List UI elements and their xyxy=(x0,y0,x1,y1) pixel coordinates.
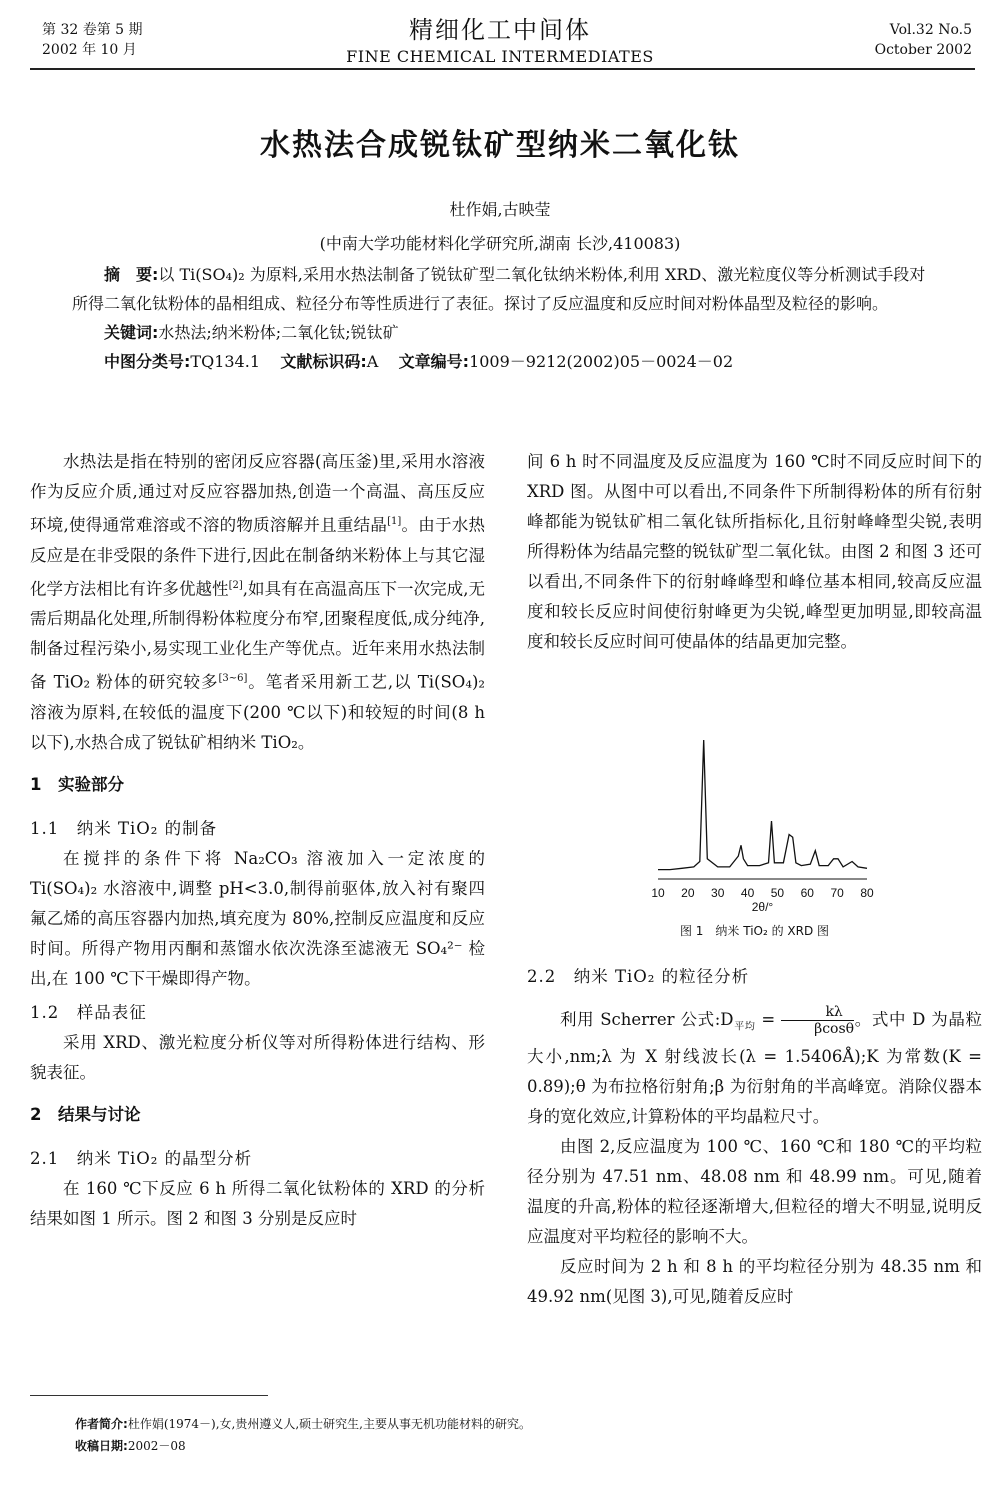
article-no-label: 文章编号: xyxy=(398,352,470,371)
abstract-block xyxy=(72,260,932,376)
x-tick-label-60: 60 xyxy=(800,886,814,900)
author-intro-text: 杜作娟(1974－),女,贵州遵义人,硕士研究生,主要从事无机功能材料的研究。 xyxy=(127,1417,531,1431)
section-1-1-heading: 1.1 纳米 TiO₂ 的制备 xyxy=(30,818,218,838)
time-paragraph: 反应时间为 2 h 和 8 h 的平均粒径分别为 48.35 nm 和 49.92 nm(见图 3),可见,随着反应时 xyxy=(527,1257,982,1307)
received-date xyxy=(75,1435,531,1457)
right-column-bottom xyxy=(527,958,982,1312)
section-2-1-text: 在 160 ℃下反应 6 h 所得二氧化钛粉体的 XRD 的分析结果如图 1 所示。图 2 和图 3 分别是反应时 xyxy=(30,1178,485,1228)
right-column-top xyxy=(527,447,982,657)
scherrer-sub: 平均 xyxy=(733,1021,756,1033)
intro-text-2: 。由于水热反应是在非受限的条件下进行,因此在制备纳米粉体上与其它湿化学方法相比有许多优越性 xyxy=(30,515,485,598)
section-2-1-continued: 间 6 h 时不同温度及反应温度为 160 ℃时不同反应时间下的 XRD 图。从图中可以看出,不同条件下所制得粉体的所有衍射峰都能为锐钛矿相二氧化钛所指标化,且衍射峰峰型尖锐,表明所得粉体为结晶完整的锐钛矿型二氧化钛。由图 2 和图 3 还可以看出,不同条件下的衍射峰峰型和峰位基本相同,较高反应温度和较长反应时间使衍射峰更为尖锐,峰型更加明显,即较高温度和较长反应时间可使晶体的结晶更加完整。 xyxy=(527,452,982,651)
x-tick-label-70: 70 xyxy=(830,886,844,900)
intro-text-1: 水热法是指在特别的密闭反应容器(高压釜)里,采用水溶液作为反应介质,通过对反应容器加热,创造一个高温、高压反应环境,使得通常难溶或不溶的物质溶解并且重结晶 xyxy=(30,452,485,535)
scherrer-numerator: kλ xyxy=(781,1004,854,1021)
journal-name-en: FINE CHEMICAL INTERMEDIATES xyxy=(346,47,654,66)
keywords-text: 水热法;纳米粉体;二氧化钛;锐钛矿 xyxy=(158,323,399,342)
date-en: October 2002 xyxy=(874,42,972,58)
x-tick-label-10: 10 xyxy=(651,886,665,900)
footnote xyxy=(75,1413,531,1457)
doc-code-value: A xyxy=(366,352,379,371)
left-column xyxy=(30,447,485,1234)
intro-paragraph xyxy=(30,447,485,758)
x-axis-label: 2θ/° xyxy=(751,900,774,914)
section-2-heading: 2 结果与讨论 xyxy=(30,1104,141,1124)
ref-2: [2] xyxy=(228,579,243,591)
doc-code-label: 文献标识码: xyxy=(280,352,367,371)
abstract-label: 摘 要: xyxy=(104,265,159,284)
section-2-2-heading: 2.2 纳米 TiO₂ 的粒径分析 xyxy=(527,967,750,986)
article-no-value: 1009－9212(2002)05－0024－02 xyxy=(469,352,734,371)
xrd-series-line xyxy=(658,740,867,870)
x-tick-label-30: 30 xyxy=(711,886,725,900)
author-intro xyxy=(75,1413,531,1435)
xrd-chart xyxy=(650,735,875,920)
paper-affiliation: (中南大学功能材料化学研究所,湖南 长沙,410083) xyxy=(319,234,681,253)
clc-label: 中图分类号: xyxy=(104,352,191,371)
volume-cn: 第 32 卷第 5 期 xyxy=(42,22,143,38)
x-tick-label-20: 20 xyxy=(681,886,695,900)
ref-3: [3~6] xyxy=(218,673,248,684)
journal-name-cn: 精细化工中间体 xyxy=(409,16,591,44)
paper-authors: 杜作娟,古映莹 xyxy=(449,200,551,219)
keywords-label: 关键词: xyxy=(104,323,159,342)
scherrer-post: 。式中 D 为晶粒大小,nm;λ 为 X 射线波长(λ = 1.5406Å);K 为常数(K = 0.89);θ 为布拉格衍射角;β 为衍射角的半高峰宽。消除仪器本身的宽化效应,计算粉体的平均晶粒尺寸。 xyxy=(527,1010,983,1127)
x-tick-labels xyxy=(651,886,874,900)
scherrer-paragraph xyxy=(527,1004,982,1132)
scherrer-denominator: βcosθ xyxy=(814,1021,855,1037)
x-tick-label-50: 50 xyxy=(770,886,785,900)
header-volume-en xyxy=(875,20,972,60)
section-1-heading: 1 实验部分 xyxy=(30,774,124,794)
intro-text-3: ,如具有在高温高压下一次完成,无需后期晶化处理,所制得粉体粒度分布窄,团聚程度低,成分纯净,制备过程污染小,易实现工业化生产等优点。近年来用水热法制备 TiO₂ 粉体的研究较多 xyxy=(30,579,485,692)
ref-1: [1] xyxy=(387,516,402,527)
received-value: 2002－08 xyxy=(127,1439,186,1453)
scherrer-eq: = xyxy=(755,1010,782,1029)
header-rule xyxy=(30,68,975,70)
figure-1-caption: 图 1 纳米 TiO₂ 的 XRD 图 xyxy=(679,924,830,938)
abstract xyxy=(72,260,932,318)
section-1-1-text: 在搅拌的条件下将 Na₂CO₃ 溶液加入一定浓度的 Ti(SO₄)₂ 水溶液中,调整 pH<3.0,制得前驱体,放入衬有聚四氟乙烯的高压容器内加热,填充度为 80%,控制反应温度和反应时间。所得产物用丙酮和蒸馏水依次洗涤至滤液无 SO₄²⁻ 检出,在 100 ℃下干燥即得产物。 xyxy=(30,848,485,988)
section-1-2-heading: 1.2 样品表征 xyxy=(30,1002,147,1022)
x-tick-label-80: 80 xyxy=(860,886,874,900)
author-intro-label: 作者简介: xyxy=(75,1417,128,1431)
temperature-paragraph: 由图 2,反应温度为 100 ℃、160 ℃和 180 ℃的平均粒径分别为 47.51 nm、48.08 nm 和 48.99 nm。可见,随着温度的升高,粉体的粒径逐渐增大,但粒径的增大不明显,说明反应温度对平均粒径的影响不大。 xyxy=(527,1137,982,1247)
xrd-figure xyxy=(650,735,875,935)
section-1-2-text: 采用 XRD、激光粒度分析仪等对所得粉体进行结构、形貌表征。 xyxy=(30,1032,485,1082)
footnote-rule xyxy=(30,1395,268,1396)
date-cn: 2002 年 10 月 xyxy=(42,42,137,58)
clc-value: TQ134.1 xyxy=(190,352,260,371)
intro-text-4: 。笔者采用新工艺,以 Ti(SO₄)₂ 溶液为原料,在较低的温度下(200 ℃以下)和较短的时间(8 h 以下),水热合成了锐钛矿相纳米 TiO₂。 xyxy=(30,672,485,752)
scherrer-pre: 利用 Scherrer 公式:D xyxy=(560,1010,734,1029)
scherrer-fraction xyxy=(781,1004,854,1037)
journal-header xyxy=(0,10,1000,66)
x-tick-label-40: 40 xyxy=(740,886,755,900)
classification-line xyxy=(72,347,932,376)
received-label: 收稿日期: xyxy=(75,1439,128,1453)
keywords xyxy=(72,318,932,347)
paper-title: 水热法合成锐钛矿型纳米二氧化钛 xyxy=(260,128,740,163)
section-2-1-heading: 2.1 纳米 TiO₂ 的晶型分析 xyxy=(30,1148,253,1168)
volume-en: Vol.32 No.5 xyxy=(889,22,972,38)
abstract-text: 以 Ti(SO₄)₂ 为原料,采用水热法制备了锐钛矿型二氧化钛纳米粉体,利用 XRD、激光粒度仪等分析测试手段对所得二氧化钛粉体的晶相组成、粒径分布等性质进行了表征。探讨了反应温度和反应时间对粉体晶型及粒径的影响。 xyxy=(72,265,926,313)
